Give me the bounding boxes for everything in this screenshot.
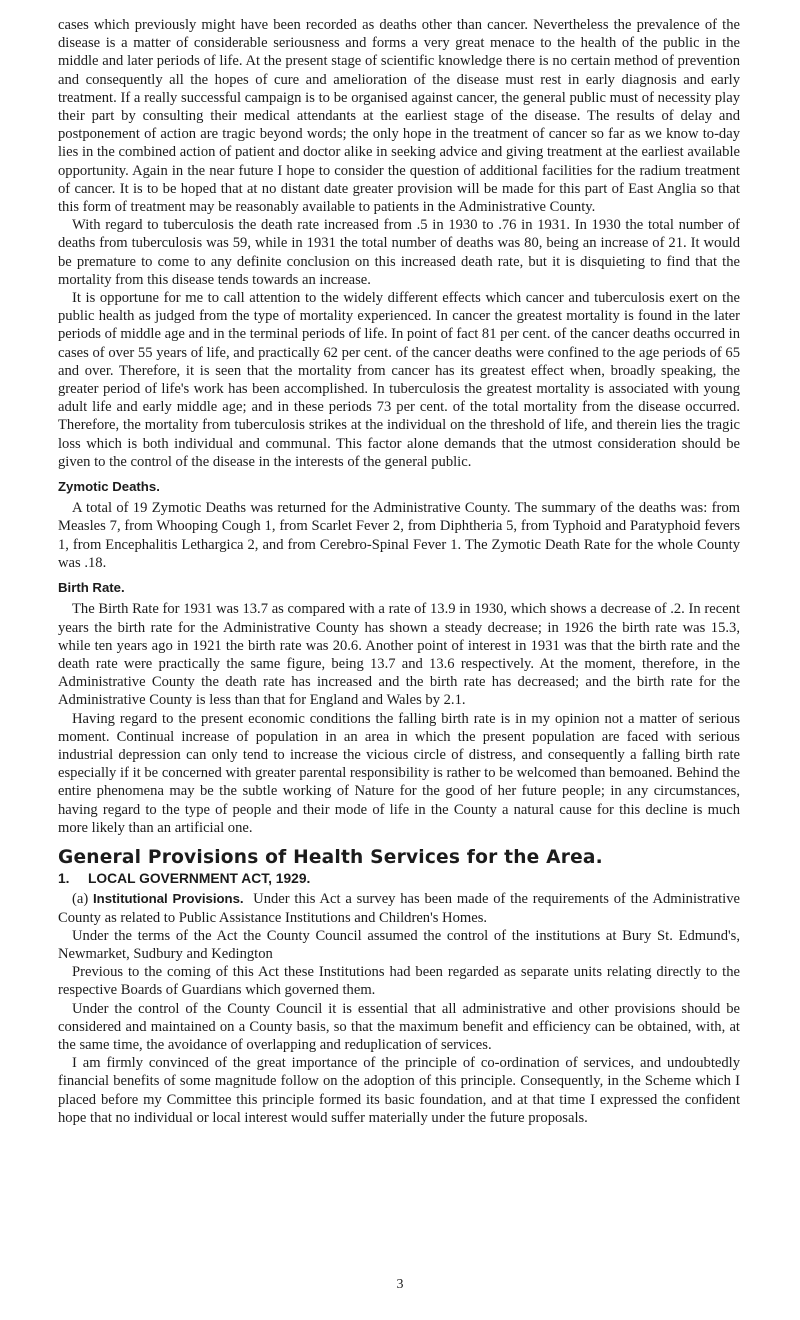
zymotic-heading: Zymotic Deaths.: [58, 479, 160, 495]
page-number: 3: [396, 1277, 404, 1292]
zymotic-paragraph: A total of 19 Zymotic Deaths was returned for the Administrative County. The summary of the deaths was: from Measles 7, from Whooping Cough 1, from Scarlet Fever 2, from Diphtheria 5, from Typhoid and Paratyphoid fevers 1, from Encephalitis Lethargica 2, and from Cerebro-Spinal Fever 1. The Zymotic Death Rate for the whole County was .18.: [58, 500, 740, 571]
section-title: LOCAL GOVERNMENT ACT, 1929.: [88, 871, 311, 887]
general-paragraph-4: Under the control of the County Council it is essential that all administrative and other provisions should be considered and maintained on a County basis, so that the maximum benefit and efficiency can be obtained, with, at the same time, the avoidance of overlapping and reduplication of services.: [58, 1000, 740, 1053]
institutional-text: Under this Act a survey has been made of the requirements of the Administrative County as related to Public Assistance Institutions and Children's Homes.: [58, 891, 740, 926]
sub-label: (a): [72, 891, 89, 908]
birth-rate-paragraph-2: Having regard to the present economic conditions the falling birth rate is in my opinion not a matter of serious moment. Continual increase of population in an area in which the present population are faced with serious industrial depression can only tend to increase the vicious circle of distress, and consequently a falling birth rate especially if it be concerned with greater parental responsibility is rather to be welcomed than bemoaned. Behind the entire phenomena may be the subtle working of Nature for the good of her future people; in any circumstances, having regard to the type of people and their mode of life in the County a natural cause for this decline is much more likely than an artificial one.: [58, 710, 740, 836]
tuberculosis-paragraph: With regard to tuberculosis the death rate increased from .5 in 1930 to .76 in 1931. In 1930 the total number of deaths from tuberculosis was 59, while in 1931 the total number of deaths was 80, being an increase of 21. It would be premature to come to any definite conclusion on this increased death rate, but it is disquieting to find that the mortality from this disease tends towards an increase.: [58, 217, 740, 288]
cancer-paragraph-1: cases which previously might have been recorded as deaths other than cancer. Nevertheless the prevalence of the disease is a matter of considerable seriousness and forms a very great menace to the health of the public in the middle and later periods of life. At the present stage of scientific knowledge there is no certain method of prevention and consequently all the hopes of cure and amelioration of the disease must rest in early diagnosis and early treatment. If a really successful campaign is to be organised against cancer, the general public must of necessity play their part by consulting their medical attendants at the earliest stage of the disease. The results of delay and postponement of action are tragic beyond words; the only hope in the treatment of cancer so far as we know to-day lies in the combined action of patient and doctor alike in seeking advice and giving treatment at the earliest available opportunity. Again in the near future I hope to consider the question of additional facilities for the radium treatment of cancer. It is to be hoped that at no distant date greater provision will be made for this part of East Anglia so that this form of treatment may be reasonably available to patients in the Administrative County.: [58, 17, 740, 216]
institutional-paragraph: [58, 890, 740, 926]
section-heading: [58, 870, 740, 888]
section-number: 1.: [58, 871, 70, 887]
birth-rate-heading: Birth Rate.: [58, 580, 125, 596]
institutional-subheading: Institutional Provisions.: [92, 891, 244, 907]
general-paragraph-3: Previous to the coming of this Act these Institutions had been regarded as separate units relating directly to the respective Boards of Guardians which governed them.: [58, 964, 740, 999]
general-paragraph-2: Under the terms of the Act the County Council assumed the control of the institutions at Bury St. Edmund's, Newmarket, Sudbury and Kedington: [58, 927, 740, 962]
comparison-paragraph: It is opportune for me to call attention to the widely different effects which cancer and tuberculosis exert on the public health as judged from the type of mortality experienced. In cancer the greatest mortality is found in the later periods of middle age and in the terminal periods of life. In point of fact 81 per cent. of the cancer deaths occurred in cases of over 55 years of life, and practically 62 per cent. of the cancer deaths were confined to the age periods of 65 and over. Therefore, it is seen that the mortality from cancer has its greatest effect when, broadly speaking, the greater period of life's work has been accomplished. In tuberculosis the greatest mortality is associated with young adult life and early middle age; and in these periods 73 per cent. of the total mortality from the disease occurred. Therefore, the mortality from tuberculosis strikes at the individual on the threshold of life, and therein lies the tragic loss which is both individual and communal. This factor alone demands that the utmost consideration should be given to the control of the disease in the interests of the general public.: [58, 290, 741, 470]
general-paragraph-5: I am firmly convinced of the great importance of the principle of co-ordination of services, and undoubtedly financial benefits of some magnitude follow on the adoption of this principle. Consequently, in the Scheme which I placed before my Committee this principle formed its basic foundation, and at that time I expressed the confident hope that no individual or local interest would suffer materially under the future proposals.: [58, 1055, 740, 1126]
birth-rate-paragraph-1: The Birth Rate for 1931 was 13.7 as compared with a rate of 13.9 in 1930, which shows a decrease of .2. In recent years the birth rate for the Administrative County has shown a steady decrease; in 1926 the birth rate was 15.3, while ten years ago in 1921 the birth rate was 20.6. Another point of interest in 1931 was that the birth rate and the death rate were practically the same figure, being 13.7 and 13.6 respectively. At the moment, therefore, in the Administrative County the death rate has increased and the birth rate has decreased; and the birth rate for the Administrative County is less than that for England and Wales by 2.1.: [58, 601, 740, 709]
general-provisions-heading: General Provisions of Health Services for the Area.: [58, 846, 603, 868]
